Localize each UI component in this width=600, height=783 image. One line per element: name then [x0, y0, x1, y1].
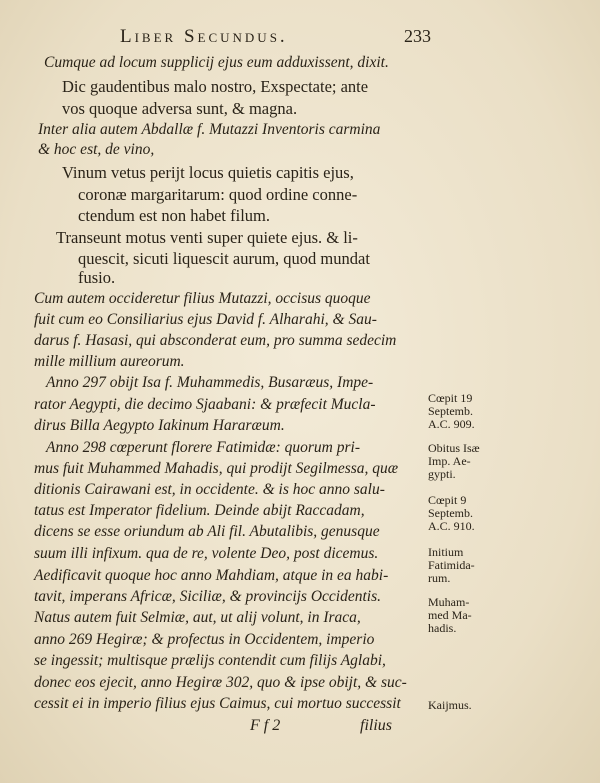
margin-note: Initium Fatimida- rum.: [428, 545, 475, 585]
text-line: suum illi infixum. qua de re, volente Deo, post dicemus.: [34, 545, 379, 562]
margin-note: Obitus Isæ Imp. Ae- gypti.: [428, 441, 480, 481]
text-line: mus fuit Muhammed Mahadis, qui prodijt Segilmessa, quæ: [34, 460, 399, 477]
text-line: quescit, sicuti liquescit aurum, quod mundat: [78, 249, 370, 268]
text-line: anno 269 Hegiræ; & profectus in Occidentem, imperio: [34, 631, 375, 648]
margin-note: Kaijmus.: [428, 698, 472, 712]
text-line: darus f. Hasasi, qui absconderat eum, pro summa sedecim: [34, 332, 397, 349]
text-line: Cum autem occideretur filius Mutazzi, occisus quoque: [34, 290, 371, 307]
margin-note: Cœpit 19 Septemb. A.C. 909.: [428, 391, 475, 431]
page-number: 233: [404, 26, 431, 46]
text-line: rator Aegypti, die decimo Sjaabani: & præfecit Mucla-: [34, 396, 376, 413]
text-line: tavit, imperans Africæ, Siciliæ, & provincijs Occidentis.: [34, 588, 381, 605]
signature-mark: F f 2: [250, 717, 281, 734]
text-line: coronæ margaritarum: quod ordine conne-: [78, 185, 358, 204]
margin-note: Muham- med Ma- hadis.: [428, 595, 472, 635]
text-line: fuit cum eo Consiliarius ejus David f. Alharahi, & Sau-: [34, 311, 377, 328]
text-line: Anno 298 cœperunt florere Fatimidæ: quorum pri-: [46, 439, 360, 456]
text-line: Aedificavit quoque hoc anno Mahdiam, atque in ea habi-: [34, 567, 389, 584]
text-line: tatus est Imperator fidelium. Deinde abijt Raccadam,: [34, 502, 365, 519]
text-line: vos quoque adversa sunt, & magna.: [62, 99, 298, 118]
text-line: mille millium aureorum.: [34, 353, 185, 370]
text-line: & hoc est, de vino,: [38, 141, 155, 158]
text-line: Inter alia autem Abdallæ f. Mutazzi Inventoris carmina: [38, 121, 381, 138]
text-line: fusio.: [78, 268, 116, 287]
text-line: Transeunt motus venti super quiete ejus. & li-: [56, 228, 358, 247]
text-line: Cumque ad locum supplicij ejus eum adduxissent, dixit.: [44, 54, 389, 71]
text-line: dirus Billa Aegypto Iakinum Hararæum.: [34, 417, 285, 434]
text-line: Anno 297 obijt Isa f. Muhammedis, Busaræus, Impe-: [46, 374, 374, 391]
catchword: filius: [360, 717, 393, 734]
text-line: ditionis Cairawani est, in occidente. & is hoc anno salu-: [34, 481, 385, 498]
margin-note: Cœpit 9 Septemb. A.C. 910.: [428, 493, 475, 533]
text-line: dicens se esse oriundum ab Ali fil. Abutalibis, genusque: [34, 523, 380, 540]
text-line: donec eos ejecit, anno Hegiræ 302, quo & ipse obijt, & suc-: [34, 674, 407, 691]
text-line: cessit ei in imperio filius ejus Caimus, cui mortuo successit: [34, 695, 401, 712]
text-line: ctendum est non habet filum.: [78, 206, 270, 225]
text-line: Vinum vetus perijt locus quietis capitis ejus,: [62, 163, 354, 182]
text-line: Natus autem fuit Selmiæ, aut, ut alij volunt, in Iraca,: [34, 609, 361, 626]
text-line: se ingessit; multisque prælijs contendit cum filijs Aglabi,: [34, 652, 386, 669]
running-header: Liber Secundus.: [120, 26, 288, 47]
text-line: Dic gaudentibus malo nostro, Exspectate; ante: [62, 77, 369, 96]
